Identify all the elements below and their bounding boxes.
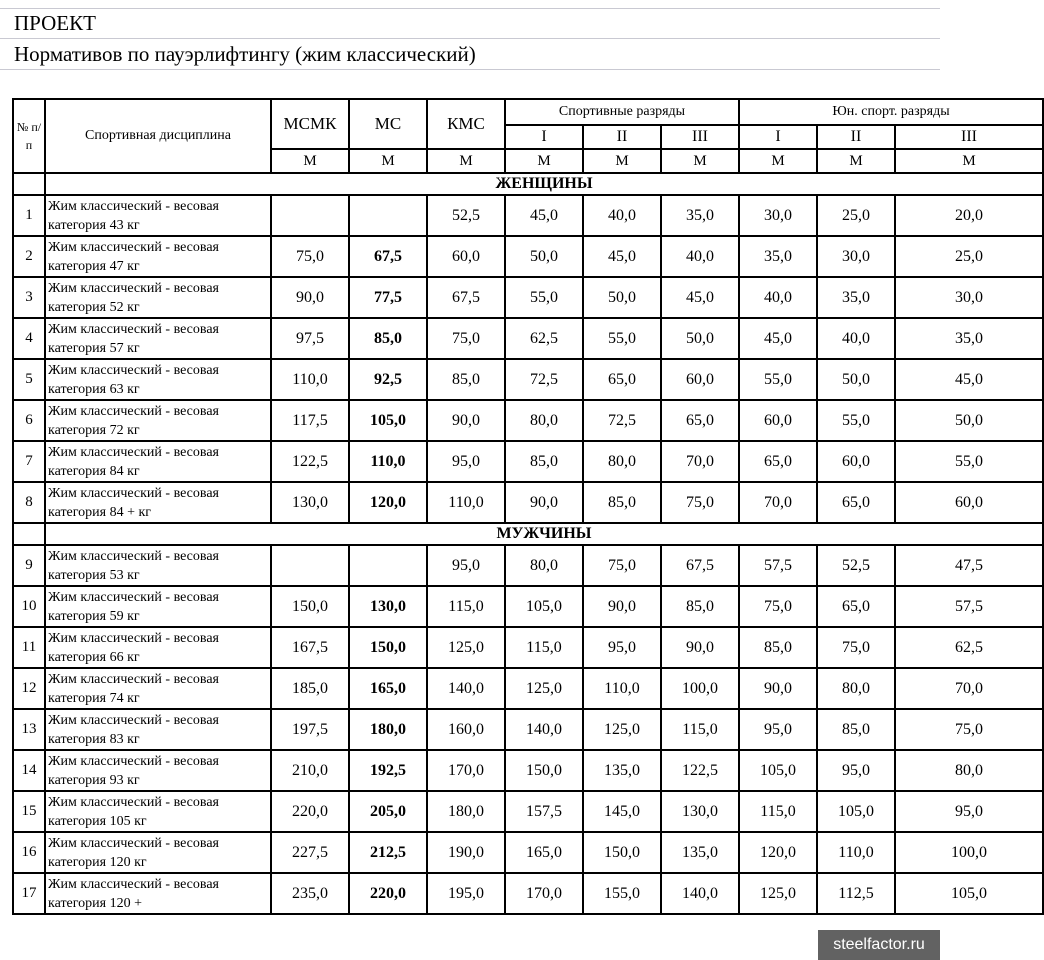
cell-msmk: 210,0 xyxy=(271,750,349,791)
cell-msmk: 122,5 xyxy=(271,441,349,482)
row-discipline: Жим классический - весовая категория 59 кг xyxy=(45,586,271,627)
cell-j1: 90,0 xyxy=(739,668,817,709)
cell-s1: 80,0 xyxy=(505,545,583,586)
cell-s3: 45,0 xyxy=(661,277,739,318)
table-row xyxy=(13,709,1043,750)
cell-j3: 35,0 xyxy=(895,318,1043,359)
cell-j3: 70,0 xyxy=(895,668,1043,709)
cell-j3: 95,0 xyxy=(895,791,1043,832)
unit-cell: М xyxy=(271,149,349,173)
watermark: steelfactor.ru xyxy=(818,930,940,960)
cell-msmk xyxy=(271,195,349,236)
cell-j1: 95,0 xyxy=(739,709,817,750)
cell-s2: 72,5 xyxy=(583,400,661,441)
cell-kms: 115,0 xyxy=(427,586,505,627)
cell-j2: 80,0 xyxy=(817,668,895,709)
header-row-top xyxy=(13,99,1043,125)
cell-ms: 85,0 xyxy=(349,318,427,359)
cell-s2: 90,0 xyxy=(583,586,661,627)
cell-s3: 122,5 xyxy=(661,750,739,791)
cell-s2: 125,0 xyxy=(583,709,661,750)
cell-msmk: 167,5 xyxy=(271,627,349,668)
cell-s1: 50,0 xyxy=(505,236,583,277)
unit-cell: М xyxy=(583,149,661,173)
table-row xyxy=(13,545,1043,586)
cell-j2: 65,0 xyxy=(817,482,895,523)
unit-cell: М xyxy=(739,149,817,173)
row-number: 12 xyxy=(13,668,45,709)
cell-j3: 25,0 xyxy=(895,236,1043,277)
cell-kms: 60,0 xyxy=(427,236,505,277)
section-row xyxy=(13,523,1043,545)
cell-j1: 55,0 xyxy=(739,359,817,400)
cell-kms: 85,0 xyxy=(427,359,505,400)
cell-s1: 55,0 xyxy=(505,277,583,318)
header-rank-i: I xyxy=(505,125,583,149)
cell-ms xyxy=(349,195,427,236)
standards-table xyxy=(12,98,1044,915)
cell-ms: 67,5 xyxy=(349,236,427,277)
sheet-gridline xyxy=(0,38,940,39)
cell-s2: 65,0 xyxy=(583,359,661,400)
cell-s3: 100,0 xyxy=(661,668,739,709)
cell-ms: 105,0 xyxy=(349,400,427,441)
cell-msmk: 90,0 xyxy=(271,277,349,318)
cell-kms: 67,5 xyxy=(427,277,505,318)
cell-s3: 65,0 xyxy=(661,400,739,441)
cell-j1: 40,0 xyxy=(739,277,817,318)
cell-j1: 125,0 xyxy=(739,873,817,914)
cell-s3: 70,0 xyxy=(661,441,739,482)
cell-j1: 115,0 xyxy=(739,791,817,832)
cell-kms: 125,0 xyxy=(427,627,505,668)
cell-j2: 65,0 xyxy=(817,586,895,627)
unit-cell: М xyxy=(349,149,427,173)
row-number: 2 xyxy=(13,236,45,277)
cell-msmk xyxy=(271,545,349,586)
header-rank-ii: II xyxy=(583,125,661,149)
row-discipline: Жим классический - весовая категория 93 кг xyxy=(45,750,271,791)
cell-j1: 45,0 xyxy=(739,318,817,359)
cell-s2: 110,0 xyxy=(583,668,661,709)
unit-cell: М xyxy=(505,149,583,173)
row-discipline: Жим классический - весовая категория 53 кг xyxy=(45,545,271,586)
header-ms: МС xyxy=(349,99,427,149)
cell-s1: 62,5 xyxy=(505,318,583,359)
cell-msmk: 185,0 xyxy=(271,668,349,709)
row-discipline: Жим классический - весовая категория 84 + кг xyxy=(45,482,271,523)
cell-msmk: 130,0 xyxy=(271,482,349,523)
cell-j2: 52,5 xyxy=(817,545,895,586)
cell-j1: 30,0 xyxy=(739,195,817,236)
cell-j3: 45,0 xyxy=(895,359,1043,400)
cell-kms: 52,5 xyxy=(427,195,505,236)
table-row xyxy=(13,359,1043,400)
cell-kms: 95,0 xyxy=(427,545,505,586)
standards-table-viewport xyxy=(12,98,988,960)
cell-j1: 70,0 xyxy=(739,482,817,523)
cell-j2: 60,0 xyxy=(817,441,895,482)
section-num-cell xyxy=(13,523,45,545)
unit-cell: М xyxy=(427,149,505,173)
row-number: 7 xyxy=(13,441,45,482)
row-number: 5 xyxy=(13,359,45,400)
cell-s1: 72,5 xyxy=(505,359,583,400)
cell-s2: 150,0 xyxy=(583,832,661,873)
cell-ms: 192,5 xyxy=(349,750,427,791)
cell-j1: 120,0 xyxy=(739,832,817,873)
cell-s2: 55,0 xyxy=(583,318,661,359)
cell-j1: 85,0 xyxy=(739,627,817,668)
cell-kms: 190,0 xyxy=(427,832,505,873)
row-discipline: Жим классический - весовая категория 83 кг xyxy=(45,709,271,750)
cell-j1: 105,0 xyxy=(739,750,817,791)
cell-j3: 20,0 xyxy=(895,195,1043,236)
cell-msmk: 75,0 xyxy=(271,236,349,277)
cell-s1: 80,0 xyxy=(505,400,583,441)
cell-ms: 150,0 xyxy=(349,627,427,668)
row-discipline: Жим классический - весовая категория 47 кг xyxy=(45,236,271,277)
cell-j3: 75,0 xyxy=(895,709,1043,750)
header-sport-ranks: Спортивные разряды xyxy=(505,99,739,125)
row-number: 4 xyxy=(13,318,45,359)
cell-msmk: 110,0 xyxy=(271,359,349,400)
document-title: ПРОЕКТ xyxy=(14,11,96,35)
row-number: 6 xyxy=(13,400,45,441)
row-discipline: Жим классический - весовая категория 52 кг xyxy=(45,277,271,318)
header-num: № п/п xyxy=(13,99,45,173)
cell-s1: 45,0 xyxy=(505,195,583,236)
cell-kms: 140,0 xyxy=(427,668,505,709)
cell-j3: 50,0 xyxy=(895,400,1043,441)
section-row xyxy=(13,173,1043,195)
row-number: 1 xyxy=(13,195,45,236)
cell-s1: 157,5 xyxy=(505,791,583,832)
sheet-gridline xyxy=(0,8,940,9)
cell-s3: 60,0 xyxy=(661,359,739,400)
row-number: 10 xyxy=(13,586,45,627)
cell-s3: 50,0 xyxy=(661,318,739,359)
row-number: 16 xyxy=(13,832,45,873)
table-row xyxy=(13,873,1043,914)
cell-msmk: 235,0 xyxy=(271,873,349,914)
cell-s3: 75,0 xyxy=(661,482,739,523)
cell-s2: 95,0 xyxy=(583,627,661,668)
table-row xyxy=(13,627,1043,668)
cell-j3: 105,0 xyxy=(895,873,1043,914)
cell-s1: 90,0 xyxy=(505,482,583,523)
cell-j3: 57,5 xyxy=(895,586,1043,627)
cell-s3: 135,0 xyxy=(661,832,739,873)
cell-s3: 85,0 xyxy=(661,586,739,627)
table-row xyxy=(13,195,1043,236)
cell-msmk: 117,5 xyxy=(271,400,349,441)
table-row xyxy=(13,586,1043,627)
header-rank-iii: III xyxy=(661,125,739,149)
row-number: 8 xyxy=(13,482,45,523)
cell-ms: 180,0 xyxy=(349,709,427,750)
row-discipline: Жим классический - весовая категория 120 кг xyxy=(45,832,271,873)
cell-j2: 75,0 xyxy=(817,627,895,668)
section-num-cell xyxy=(13,173,45,195)
cell-s1: 125,0 xyxy=(505,668,583,709)
cell-s1: 150,0 xyxy=(505,750,583,791)
cell-s2: 45,0 xyxy=(583,236,661,277)
cell-j3: 60,0 xyxy=(895,482,1043,523)
unit-cell: М xyxy=(817,149,895,173)
cell-kms: 170,0 xyxy=(427,750,505,791)
row-number: 9 xyxy=(13,545,45,586)
cell-msmk: 227,5 xyxy=(271,832,349,873)
row-number: 3 xyxy=(13,277,45,318)
cell-s1: 85,0 xyxy=(505,441,583,482)
cell-kms: 75,0 xyxy=(427,318,505,359)
cell-kms: 180,0 xyxy=(427,791,505,832)
cell-j2: 95,0 xyxy=(817,750,895,791)
cell-ms: 205,0 xyxy=(349,791,427,832)
cell-s2: 155,0 xyxy=(583,873,661,914)
cell-s3: 40,0 xyxy=(661,236,739,277)
cell-s3: 130,0 xyxy=(661,791,739,832)
unit-cell: М xyxy=(895,149,1043,173)
row-discipline: Жим классический - весовая категория 84 кг xyxy=(45,441,271,482)
table-row xyxy=(13,832,1043,873)
cell-ms: 212,5 xyxy=(349,832,427,873)
table-row xyxy=(13,750,1043,791)
cell-j2: 40,0 xyxy=(817,318,895,359)
row-discipline: Жим классический - весовая категория 105 кг xyxy=(45,791,271,832)
cell-ms xyxy=(349,545,427,586)
cell-ms: 130,0 xyxy=(349,586,427,627)
row-number: 17 xyxy=(13,873,45,914)
cell-j2: 30,0 xyxy=(817,236,895,277)
row-discipline: Жим классический - весовая категория 43 кг xyxy=(45,195,271,236)
cell-s2: 80,0 xyxy=(583,441,661,482)
cell-s3: 115,0 xyxy=(661,709,739,750)
document-subtitle: Нормативов по пауэрлифтингу (жим классический) xyxy=(14,42,476,66)
cell-j1: 60,0 xyxy=(739,400,817,441)
cell-kms: 90,0 xyxy=(427,400,505,441)
cell-s1: 115,0 xyxy=(505,627,583,668)
header-junior-rank-i: I xyxy=(739,125,817,149)
cell-kms: 160,0 xyxy=(427,709,505,750)
cell-j1: 57,5 xyxy=(739,545,817,586)
row-discipline: Жим классический - весовая категория 66 кг xyxy=(45,627,271,668)
row-discipline: Жим классический - весовая категория 74 кг xyxy=(45,668,271,709)
cell-ms: 220,0 xyxy=(349,873,427,914)
cell-s2: 135,0 xyxy=(583,750,661,791)
cell-msmk: 150,0 xyxy=(271,586,349,627)
cell-s3: 140,0 xyxy=(661,873,739,914)
table-row xyxy=(13,441,1043,482)
cell-s1: 105,0 xyxy=(505,586,583,627)
row-number: 15 xyxy=(13,791,45,832)
row-number: 11 xyxy=(13,627,45,668)
cell-s2: 75,0 xyxy=(583,545,661,586)
cell-ms: 92,5 xyxy=(349,359,427,400)
cell-s1: 165,0 xyxy=(505,832,583,873)
cell-s2: 50,0 xyxy=(583,277,661,318)
cell-j3: 80,0 xyxy=(895,750,1043,791)
cell-j2: 25,0 xyxy=(817,195,895,236)
table-row xyxy=(13,482,1043,523)
cell-s2: 85,0 xyxy=(583,482,661,523)
cell-j3: 100,0 xyxy=(895,832,1043,873)
cell-j3: 55,0 xyxy=(895,441,1043,482)
cell-j1: 35,0 xyxy=(739,236,817,277)
header-junior-rank-ii: II xyxy=(817,125,895,149)
header-discipline: Спортивная дисциплина xyxy=(45,99,271,173)
cell-ms: 110,0 xyxy=(349,441,427,482)
cell-s3: 90,0 xyxy=(661,627,739,668)
table-row xyxy=(13,668,1043,709)
cell-j3: 62,5 xyxy=(895,627,1043,668)
header-msmk: МСМК xyxy=(271,99,349,149)
row-discipline: Жим классический - весовая категория 120 + xyxy=(45,873,271,914)
cell-msmk: 220,0 xyxy=(271,791,349,832)
cell-s2: 145,0 xyxy=(583,791,661,832)
row-discipline: Жим классический - весовая категория 72 кг xyxy=(45,400,271,441)
header-junior-ranks: Юн. спорт. разряды xyxy=(739,99,1043,125)
cell-j1: 65,0 xyxy=(739,441,817,482)
cell-s3: 67,5 xyxy=(661,545,739,586)
sheet-gridline xyxy=(0,69,940,70)
section-label: ЖЕНЩИНЫ xyxy=(45,173,1043,195)
cell-j1: 75,0 xyxy=(739,586,817,627)
cell-j2: 55,0 xyxy=(817,400,895,441)
cell-s1: 170,0 xyxy=(505,873,583,914)
cell-s1: 140,0 xyxy=(505,709,583,750)
table-row xyxy=(13,400,1043,441)
section-label: МУЖЧИНЫ xyxy=(45,523,1043,545)
cell-j3: 30,0 xyxy=(895,277,1043,318)
header-kms: КМС xyxy=(427,99,505,149)
row-number: 13 xyxy=(13,709,45,750)
cell-j2: 110,0 xyxy=(817,832,895,873)
cell-ms: 120,0 xyxy=(349,482,427,523)
cell-kms: 110,0 xyxy=(427,482,505,523)
cell-j3: 47,5 xyxy=(895,545,1043,586)
header-junior-rank-iii: III xyxy=(895,125,1043,149)
cell-s2: 40,0 xyxy=(583,195,661,236)
cell-s3: 35,0 xyxy=(661,195,739,236)
cell-ms: 77,5 xyxy=(349,277,427,318)
cell-j2: 112,5 xyxy=(817,873,895,914)
cell-j2: 105,0 xyxy=(817,791,895,832)
cell-msmk: 97,5 xyxy=(271,318,349,359)
row-discipline: Жим классический - весовая категория 57 кг xyxy=(45,318,271,359)
table-row xyxy=(13,236,1043,277)
cell-msmk: 197,5 xyxy=(271,709,349,750)
unit-cell: М xyxy=(661,149,739,173)
table-row xyxy=(13,791,1043,832)
cell-kms: 195,0 xyxy=(427,873,505,914)
cell-kms: 95,0 xyxy=(427,441,505,482)
table-row xyxy=(13,318,1043,359)
row-number: 14 xyxy=(13,750,45,791)
cell-j2: 35,0 xyxy=(817,277,895,318)
cell-ms: 165,0 xyxy=(349,668,427,709)
cell-j2: 85,0 xyxy=(817,709,895,750)
row-discipline: Жим классический - весовая категория 63 кг xyxy=(45,359,271,400)
cell-j2: 50,0 xyxy=(817,359,895,400)
table-row xyxy=(13,277,1043,318)
